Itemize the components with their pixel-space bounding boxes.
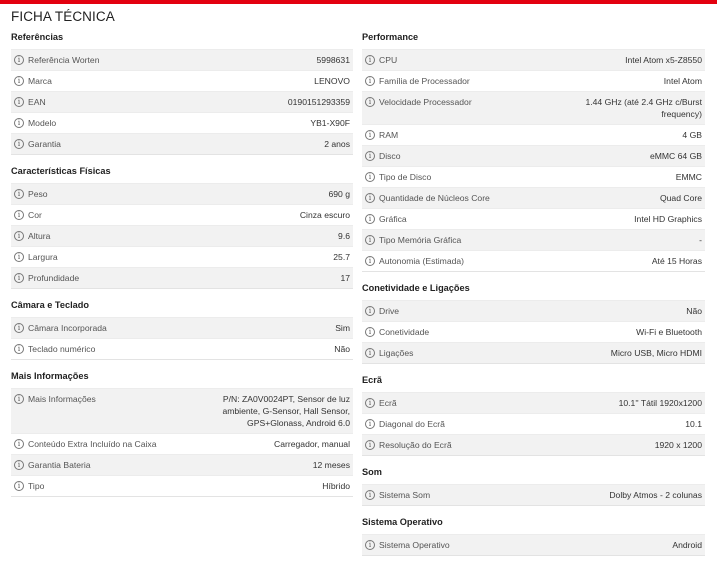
spec-label: Garantia Bateria — [28, 460, 91, 470]
spec-value: Sim — [335, 323, 350, 333]
spec-label-group — [14, 459, 91, 471]
spec-label-group — [365, 96, 472, 108]
spec-row-garantia — [11, 133, 353, 154]
spec-section-conetividade-e-ligacoes — [362, 281, 705, 364]
spec-row-peso — [11, 183, 353, 204]
spec-label-group — [365, 54, 397, 66]
spec-row-conteudo-extra-incluido-na-caixa — [11, 433, 353, 454]
spec-label-group — [365, 347, 413, 359]
spec-label-group — [365, 326, 429, 338]
spec-row-velocidade-processador — [362, 91, 705, 124]
spec-label: Resolução do Ecrã — [379, 440, 452, 450]
spec-row-teclado-numerico — [11, 338, 353, 359]
spec-label-group — [14, 117, 56, 129]
section-heading: Conetividade e Ligações — [362, 283, 470, 293]
spec-row-referencia-worten — [11, 49, 353, 70]
info-icon[interactable]: i — [14, 139, 24, 149]
spec-label: Peso — [28, 189, 48, 199]
spec-label: Conetividade — [379, 327, 430, 337]
info-icon[interactable]: i — [365, 235, 375, 245]
info-icon[interactable]: i — [14, 231, 24, 241]
spec-label-group — [14, 322, 107, 334]
spec-section-performance — [362, 30, 705, 272]
spec-row-cor — [11, 204, 353, 225]
spec-row-sistema-operativo — [362, 534, 705, 555]
spec-table — [362, 484, 705, 506]
spec-value: Android — [672, 540, 702, 550]
spec-label: Cor — [28, 210, 42, 220]
info-icon[interactable]: i — [14, 252, 24, 262]
spec-label-group — [365, 129, 398, 141]
spec-table — [362, 300, 705, 364]
info-icon[interactable]: i — [365, 540, 375, 550]
spec-row-disco — [362, 145, 705, 166]
spec-row-quantidade-de-nucleos-core — [362, 187, 705, 208]
info-icon[interactable]: i — [365, 97, 375, 107]
spec-section-caracteristicas-fisicas — [11, 164, 353, 289]
section-gap — [11, 360, 353, 369]
section-gap — [362, 272, 705, 281]
spec-section-camara-e-teclado — [11, 298, 353, 360]
spec-label-group — [365, 75, 470, 87]
spec-label-group — [365, 255, 464, 267]
spec-value: 4 GB — [682, 130, 702, 140]
spec-row-ean — [11, 91, 353, 112]
spec-label: Altura — [28, 231, 51, 241]
spec-value: 10.1 — [685, 419, 702, 429]
spec-value: Carregador, manual — [274, 439, 350, 449]
spec-label: Conteúdo Extra Incluído na Caixa — [28, 439, 157, 449]
spec-label: Tipo — [28, 481, 45, 491]
spec-label-group — [14, 393, 96, 405]
spec-label: Disco — [379, 151, 401, 161]
page-title: FICHA TÉCNICA — [11, 9, 115, 24]
spec-row-ligacoes — [362, 342, 705, 363]
spec-value: 5998631 — [316, 55, 350, 65]
spec-value: Micro USB, Micro HDMI — [610, 348, 702, 358]
spec-value: Quad Core — [659, 193, 702, 203]
section-heading: Câmara e Teclado — [11, 300, 89, 310]
spec-label: CPU — [379, 55, 398, 65]
info-icon[interactable]: i — [14, 394, 24, 404]
spec-value: YB1-X90F — [310, 118, 350, 128]
spec-row-garantia-bateria — [11, 454, 353, 475]
info-icon[interactable]: i — [14, 460, 24, 470]
spec-value: 12 meses — [312, 460, 350, 470]
spec-row-marca — [11, 70, 353, 91]
spec-label: Tipo de Disco — [379, 172, 432, 182]
spec-value: Cinza escuro — [299, 210, 350, 220]
info-icon[interactable]: i — [365, 256, 375, 266]
info-icon[interactable]: i — [365, 193, 375, 203]
spec-label: Sistema Operativo — [379, 540, 450, 550]
info-icon[interactable]: i — [365, 76, 375, 86]
info-icon[interactable]: i — [365, 398, 375, 408]
info-icon[interactable]: i — [14, 189, 24, 199]
spec-row-diagonal-do-ecra — [362, 413, 705, 434]
spec-label-group — [14, 54, 100, 66]
spec-label: Teclado numérico — [28, 344, 96, 354]
spec-label-group — [365, 171, 431, 183]
info-icon[interactable]: i — [365, 130, 375, 140]
spec-row-familia-de-processador — [362, 70, 705, 91]
spec-label-group — [14, 138, 61, 150]
spec-label-group — [365, 234, 461, 246]
spec-row-drive — [362, 300, 705, 321]
spec-label-group — [14, 480, 44, 492]
spec-table — [362, 49, 705, 272]
spec-label: Garantia — [28, 139, 61, 149]
spec-row-tipo-memoria-grafica — [362, 229, 705, 250]
spec-section-referencias — [11, 30, 353, 155]
info-icon[interactable]: i — [365, 151, 375, 161]
spec-label-group — [14, 209, 42, 221]
spec-value: 0190151293359 — [287, 97, 350, 107]
spec-label: Modelo — [28, 118, 57, 128]
spec-label-group — [14, 230, 50, 242]
spec-label: Profundidade — [28, 273, 80, 283]
section-heading: Sistema Operativo — [362, 517, 443, 527]
spec-row-resolucao-do-ecra — [362, 434, 705, 455]
spec-row-ram — [362, 124, 705, 145]
section-gap — [11, 289, 353, 298]
spec-value: Intel HD Graphics — [634, 214, 702, 224]
spec-value: Até 15 Horas — [651, 256, 702, 266]
specs-column-right — [362, 30, 705, 556]
section-gap — [11, 155, 353, 164]
spec-label: Gráfica — [379, 214, 407, 224]
spec-label-group — [365, 213, 407, 225]
spec-row-sistema-som — [362, 484, 705, 505]
spec-label-group — [14, 272, 79, 284]
spec-label: Diagonal do Ecrã — [379, 419, 445, 429]
spec-label: RAM — [379, 130, 399, 140]
spec-section-sistema-operativo — [362, 515, 705, 556]
spec-label: Família de Processador — [379, 76, 470, 86]
spec-value: EMMC — [675, 172, 702, 182]
spec-table — [362, 392, 705, 456]
spec-label: Quantidade de Núcleos Core — [379, 193, 490, 203]
spec-value: LENOVO — [314, 76, 350, 86]
brand-top-bar — [0, 0, 717, 4]
spec-value: 2 anos — [324, 139, 350, 149]
spec-table — [11, 317, 353, 360]
spec-label-group — [365, 418, 445, 430]
info-icon[interactable]: i — [365, 327, 375, 337]
spec-value: Wi-Fi e Bluetooth — [636, 327, 702, 337]
spec-label-group — [365, 539, 450, 551]
spec-label-group — [365, 489, 430, 501]
spec-value: 9.6 — [338, 231, 350, 241]
spec-label-group — [14, 343, 95, 355]
spec-label: Referência Worten — [28, 55, 100, 65]
section-gap — [362, 506, 705, 515]
spec-table — [11, 388, 353, 497]
spec-label: Largura — [28, 252, 58, 262]
spec-section-mais-informacoes — [11, 369, 353, 497]
spec-value: 1.44 GHz (até 2.4 GHz c/Burst frequency) — [585, 97, 702, 119]
spec-label-group — [14, 96, 46, 108]
spec-row-tipo — [11, 475, 353, 496]
spec-label-group — [365, 150, 401, 162]
info-icon[interactable]: i — [14, 323, 24, 333]
spec-table — [11, 49, 353, 155]
info-icon[interactable]: i — [365, 214, 375, 224]
spec-label: Sistema Som — [379, 490, 431, 500]
specs-column-left — [11, 30, 353, 497]
info-icon[interactable]: i — [365, 306, 375, 316]
section-heading: Som — [362, 467, 382, 477]
spec-label: Ligações — [379, 348, 414, 358]
section-heading: Referências — [11, 32, 64, 42]
section-heading: Características Físicas — [11, 166, 111, 176]
spec-row-conetividade — [362, 321, 705, 342]
spec-label: Mais Informações — [28, 394, 96, 404]
section-heading: Performance — [362, 32, 419, 42]
spec-label-group — [14, 438, 157, 450]
info-icon[interactable]: i — [14, 273, 24, 283]
spec-row-profundidade — [11, 267, 353, 288]
spec-label: Drive — [379, 306, 400, 316]
info-icon[interactable]: i — [365, 440, 375, 450]
spec-value: 1920 x 1200 — [654, 440, 702, 450]
info-icon[interactable]: i — [365, 55, 375, 65]
spec-label-group — [14, 75, 52, 87]
spec-section-ecra — [362, 373, 705, 456]
info-icon[interactable]: i — [14, 55, 24, 65]
spec-value: 690 g — [328, 189, 350, 199]
info-icon[interactable]: i — [14, 439, 24, 449]
spec-label: Tipo Memória Gráfica — [379, 235, 462, 245]
spec-label-group — [365, 397, 397, 409]
info-icon[interactable]: i — [365, 172, 375, 182]
spec-value: Intel Atom — [663, 76, 702, 86]
spec-section-som — [362, 465, 705, 506]
spec-label-group — [14, 188, 48, 200]
spec-label-group — [365, 305, 399, 317]
spec-row-cpu — [362, 49, 705, 70]
spec-label: Marca — [28, 76, 52, 86]
info-icon[interactable]: i — [14, 210, 24, 220]
spec-label-group — [365, 439, 452, 451]
spec-value: Não — [686, 306, 702, 316]
info-icon[interactable]: i — [14, 97, 24, 107]
spec-row-altura — [11, 225, 353, 246]
section-gap — [362, 456, 705, 465]
spec-label-group — [14, 251, 58, 263]
info-icon[interactable]: i — [365, 419, 375, 429]
spec-label: Velocidade Processador — [379, 97, 472, 107]
spec-row-autonomia-estimada — [362, 250, 705, 271]
spec-row-modelo — [11, 112, 353, 133]
spec-label: Autonomia (Estimada) — [379, 256, 465, 266]
section-heading: Ecrã — [362, 375, 382, 385]
spec-row-camara-incorporada — [11, 317, 353, 338]
spec-value: eMMC 64 GB — [649, 151, 702, 161]
spec-value: 17 — [340, 273, 350, 283]
info-icon[interactable]: i — [14, 481, 24, 491]
spec-label: EAN — [28, 97, 46, 107]
spec-value: Dolby Atmos - 2 colunas — [609, 490, 702, 500]
info-icon[interactable]: i — [14, 76, 24, 86]
spec-value: Intel Atom x5-Z8550 — [625, 55, 702, 65]
spec-value: P/N: ZA0V0024PT, Sensor de luz ambiente, G-Sensor, Hall Sensor, GPS+Glonass, Android 6.0 — [222, 394, 350, 428]
spec-row-ecra — [362, 392, 705, 413]
info-icon[interactable]: i — [14, 118, 24, 128]
spec-row-largura — [11, 246, 353, 267]
spec-label-group — [365, 192, 490, 204]
spec-row-tipo-de-disco — [362, 166, 705, 187]
spec-table — [11, 183, 353, 289]
spec-value: - — [699, 235, 702, 245]
spec-value: 10.1'' Tátil 1920x1200 — [618, 398, 702, 408]
spec-value: 25.7 — [333, 252, 350, 262]
section-heading: Mais Informações — [11, 371, 89, 381]
spec-label: Câmara Incorporada — [28, 323, 107, 333]
info-icon[interactable]: i — [14, 344, 24, 354]
spec-row-mais-informacoes — [11, 388, 353, 433]
info-icon[interactable]: i — [365, 490, 375, 500]
section-gap — [362, 364, 705, 373]
spec-value: Não — [334, 344, 350, 354]
spec-label: Ecrã — [379, 398, 397, 408]
spec-row-grafica — [362, 208, 705, 229]
spec-value: Híbrido — [322, 481, 350, 491]
info-icon[interactable]: i — [365, 348, 375, 358]
spec-table — [362, 534, 705, 556]
